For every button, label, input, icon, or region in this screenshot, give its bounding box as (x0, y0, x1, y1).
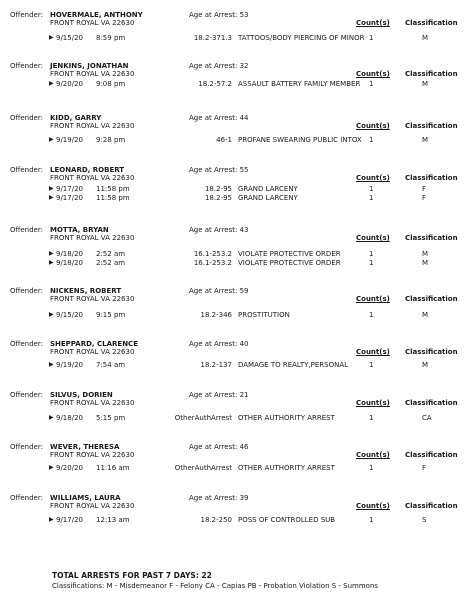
charge-date: 9/17/20 (56, 185, 83, 193)
classification-header: Classification (405, 295, 458, 303)
age-value: 32 (239, 62, 249, 70)
charge-date: 9/18/20 (56, 259, 83, 267)
age-at-arrest (189, 443, 249, 451)
charge-description: VIOLATE PROTECTIVE ORDER (238, 250, 341, 258)
charge-classification: F (422, 194, 427, 202)
charge-row (0, 194, 464, 203)
offender-label: Offender: (10, 166, 43, 174)
age-label: Age at Arrest: (189, 494, 238, 502)
offender-record (0, 114, 464, 164)
age-label: Age at Arrest: (189, 340, 238, 348)
charge-description: DAMAGE TO REALTY,PERSONAL (238, 361, 349, 369)
charge-description: GRAND LARCENY (238, 194, 298, 202)
charge-description: PROSTITUTION (238, 311, 290, 319)
offender-address: FRONT ROYAL VA 22630 (50, 234, 135, 242)
arrow-icon: ▶ (49, 361, 54, 368)
offender-name: SILVUS, DORIEN (50, 391, 113, 399)
charge-time: 2:52 am (96, 250, 126, 258)
charge-code: 16.1-253.2 (193, 259, 232, 267)
age-label: Age at Arrest: (189, 62, 238, 70)
charge-time: 9:28 pm (96, 136, 126, 144)
offender-name: LEONARD, ROBERT (50, 166, 125, 174)
age-value: 43 (239, 226, 249, 234)
charge-classification: CA (422, 414, 432, 422)
age-value: 44 (239, 114, 249, 122)
charge-description: GRAND LARCENY (238, 185, 298, 193)
charge-description: POSS OF CONTROLLED SUB (238, 516, 336, 524)
age-at-arrest (189, 11, 249, 19)
offender-record (0, 443, 464, 493)
offender-name: HOVERMALE, ANTHONY (50, 11, 143, 19)
charge-classification: M (422, 361, 429, 369)
age-label: Age at Arrest: (189, 287, 238, 295)
offender-name: MOTTA, BRYAN (50, 226, 109, 234)
arrow-icon: ▶ (49, 185, 54, 192)
charge-time: 2:52 am (96, 259, 126, 267)
age-at-arrest (189, 391, 249, 399)
charge-row (0, 414, 464, 423)
charge-row (0, 80, 464, 89)
charge-time: 9:15 pm (96, 311, 126, 319)
offender-name: SHEPPARD, CLARENCE (50, 340, 138, 348)
offender-record (0, 166, 464, 216)
count-header: Count(s) (356, 70, 390, 78)
charge-classification: M (422, 34, 429, 42)
charge-date: 9/15/20 (56, 311, 83, 319)
age-at-arrest (189, 114, 249, 122)
count-header: Count(s) (356, 502, 390, 510)
arrow-icon: ▶ (49, 516, 54, 523)
charge-count: 1 (369, 194, 374, 202)
age-label: Age at Arrest: (189, 226, 238, 234)
offender-address: FRONT ROYAL VA 22630 (50, 348, 135, 356)
classification-header: Classification (405, 348, 458, 356)
age-at-arrest (189, 62, 249, 70)
offender-address: FRONT ROYAL VA 22630 (50, 174, 135, 182)
charge-date: 9/18/20 (56, 414, 83, 422)
arrow-icon: ▶ (49, 464, 54, 471)
age-at-arrest (189, 340, 249, 348)
charge-description: PROFANE SWEARING PUBLIC INTOX (238, 136, 362, 144)
count-header: Count(s) (356, 234, 390, 242)
offender-name: WILLIAMS, LAURA (50, 494, 121, 502)
offender-name: WEVER, THERESA (50, 443, 120, 451)
count-header: Count(s) (356, 451, 390, 459)
charge-time: 12:13 am (96, 516, 130, 524)
charge-code: 18.2-95 (204, 194, 232, 202)
offender-record (0, 287, 464, 337)
offender-label: Offender: (10, 114, 43, 122)
count-header: Count(s) (356, 122, 390, 130)
classification-header: Classification (405, 19, 458, 27)
charge-count: 1 (369, 136, 374, 144)
charge-classification: M (422, 250, 429, 258)
age-at-arrest (189, 166, 249, 174)
age-at-arrest (189, 287, 249, 295)
charge-date: 9/19/20 (56, 136, 83, 144)
charge-code: 46-1 (216, 136, 232, 144)
age-label: Age at Arrest: (189, 166, 238, 174)
age-value: 21 (239, 391, 249, 399)
charge-classification: F (422, 464, 427, 472)
offender-address: FRONT ROYAL VA 22630 (50, 451, 135, 459)
offender-record (0, 391, 464, 441)
count-header: Count(s) (356, 19, 390, 27)
charge-code: 18.2-57.2 (198, 80, 232, 88)
charge-count: 1 (369, 516, 374, 524)
offender-record (0, 62, 464, 112)
charge-classification: M (422, 80, 429, 88)
classification-header: Classification (405, 174, 458, 182)
charge-count: 1 (369, 311, 374, 319)
offender-label: Offender: (10, 226, 43, 234)
charge-code: 16.1-253.2 (193, 250, 232, 258)
offender-address: FRONT ROYAL VA 22630 (50, 122, 135, 130)
charge-row (0, 34, 464, 43)
arrow-icon: ▶ (49, 136, 54, 143)
charge-date: 9/19/20 (56, 361, 83, 369)
charge-description: OTHER AUTHORITY ARREST (238, 464, 335, 472)
arrow-icon: ▶ (49, 34, 54, 41)
age-label: Age at Arrest: (189, 11, 238, 19)
charge-code: 18.2-137 (200, 361, 232, 369)
charge-classification: F (422, 185, 427, 193)
classification-header: Classification (405, 70, 458, 78)
offender-record (0, 494, 464, 544)
charge-row (0, 185, 464, 194)
charge-row (0, 259, 464, 268)
arrow-icon: ▶ (49, 414, 54, 421)
charge-count: 1 (369, 259, 374, 267)
arrow-icon: ▶ (49, 259, 54, 266)
charge-description: VIOLATE PROTECTIVE ORDER (238, 259, 341, 267)
age-at-arrest (189, 494, 249, 502)
arrow-icon: ▶ (49, 80, 54, 87)
charge-count: 1 (369, 185, 374, 193)
charge-count: 1 (369, 34, 374, 42)
charge-row (0, 136, 464, 145)
offender-label: Offender: (10, 62, 43, 70)
charge-description: ASSAULT BATTERY FAMILY MEMBER (238, 80, 361, 88)
charge-date: 9/20/20 (56, 464, 83, 472)
charge-row (0, 311, 464, 320)
offender-label: Offender: (10, 443, 43, 451)
charge-row (0, 464, 464, 473)
charge-description: TATTOOS/BODY PIERCING OF MINOR (238, 34, 365, 42)
offender-address: FRONT ROYAL VA 22630 (50, 399, 135, 407)
count-header: Count(s) (356, 348, 390, 356)
charge-time: 11:58 pm (96, 194, 130, 202)
charge-count: 1 (369, 361, 374, 369)
charge-row (0, 361, 464, 370)
classification-header: Classification (405, 451, 458, 459)
total-arrests: TOTAL ARRESTS FOR PAST 7 DAYS: 22 (52, 571, 212, 580)
charge-count: 1 (369, 250, 374, 258)
charge-time: 8:59 pm (96, 34, 126, 42)
charge-date: 9/17/20 (56, 194, 83, 202)
age-value: 46 (239, 443, 249, 451)
offender-record (0, 11, 464, 61)
offender-record (0, 226, 464, 276)
offender-name: KIDD, GARRY (50, 114, 102, 122)
classification-legend: Classifications: M - Misdemeanor F - Felony CA - Capias PB - Probation Violation S - Summons (52, 582, 379, 590)
offender-label: Offender: (10, 391, 43, 399)
charge-code: 18.2-346 (200, 311, 232, 319)
charge-count: 1 (369, 414, 374, 422)
charge-code: 18.2-250 (200, 516, 232, 524)
age-label: Age at Arrest: (189, 443, 238, 451)
age-value: 59 (239, 287, 249, 295)
age-label: Age at Arrest: (189, 391, 238, 399)
offender-address: FRONT ROYAL VA 22630 (50, 295, 135, 303)
charge-row (0, 516, 464, 525)
charge-count: 1 (369, 80, 374, 88)
charge-time: 7:54 am (96, 361, 126, 369)
arrow-icon: ▶ (49, 250, 54, 257)
offender-label: Offender: (10, 287, 43, 295)
charge-classification: M (422, 259, 429, 267)
offender-address: FRONT ROYAL VA 22630 (50, 502, 135, 510)
age-value: 53 (239, 11, 249, 19)
offender-name: JENKINS, JONATHAN (50, 62, 129, 70)
offender-address: FRONT ROYAL VA 22630 (50, 19, 135, 27)
offender-record (0, 340, 464, 390)
charge-time: 5:15 pm (96, 414, 126, 422)
offender-name: NICKENS, ROBERT (50, 287, 122, 295)
charge-time: 9:08 pm (96, 80, 126, 88)
charge-date: 9/18/20 (56, 250, 83, 258)
charge-classification: M (422, 136, 429, 144)
arrow-icon: ▶ (49, 311, 54, 318)
offender-label: Offender: (10, 494, 43, 502)
age-value: 39 (239, 494, 249, 502)
age-value: 40 (239, 340, 249, 348)
count-header: Count(s) (356, 174, 390, 182)
charge-code: 18.2-95 (204, 185, 232, 193)
charge-code: 18.2-371.3 (193, 34, 232, 42)
arrow-icon: ▶ (49, 194, 54, 201)
charge-count: 1 (369, 464, 374, 472)
classification-header: Classification (405, 502, 458, 510)
age-value: 55 (239, 166, 249, 174)
classification-header: Classification (405, 234, 458, 242)
age-label: Age at Arrest: (189, 114, 238, 122)
charge-code: OtherAuthArrest (174, 414, 232, 422)
offender-label: Offender: (10, 11, 43, 19)
charge-date: 9/15/20 (56, 34, 83, 42)
charge-code: OtherAuthArrest (174, 464, 232, 472)
classification-header: Classification (405, 399, 458, 407)
charge-time: 11:16 am (96, 464, 130, 472)
offender-label: Offender: (10, 340, 43, 348)
count-header: Count(s) (356, 295, 390, 303)
charge-classification: M (422, 311, 429, 319)
charge-time: 11:58 pm (96, 185, 130, 193)
charge-classification: S (422, 516, 427, 524)
offender-address: FRONT ROYAL VA 22630 (50, 70, 135, 78)
charge-date: 9/20/20 (56, 80, 83, 88)
count-header: Count(s) (356, 399, 390, 407)
charge-row (0, 250, 464, 259)
age-at-arrest (189, 226, 249, 234)
classification-header: Classification (405, 122, 458, 130)
charge-description: OTHER AUTHORITY ARREST (238, 414, 335, 422)
charge-date: 9/17/20 (56, 516, 83, 524)
